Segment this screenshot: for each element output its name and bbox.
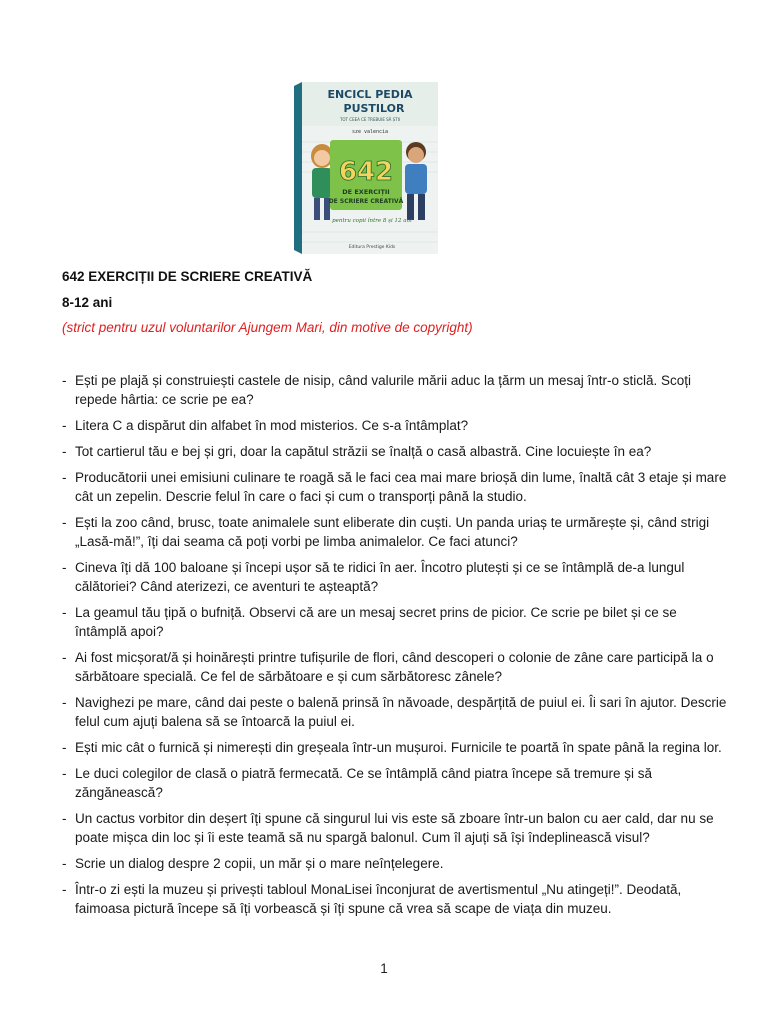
cover-subtitle-line1: DE EXERCIȚII bbox=[342, 188, 390, 196]
document-title: 642 EXERCIȚII DE SCRIERE CREATIVĂ bbox=[62, 269, 313, 284]
exercise-item: - Litera C a dispărut din alfabet în mod misterios. Ce s-a întâmplat? bbox=[62, 416, 732, 435]
exercise-item: - Ești la zoo când, brusc, toate animalele sunt eliberate din cuști. Un panda uriaș te urmărește și, când strigi „Lasă-mă!”, îți dai seama că poți vorbi pe limba animalelor. Ce faci atunci? bbox=[62, 513, 732, 551]
cover-number: 642 bbox=[338, 157, 394, 187]
exercise-item: - Tot cartierul tău e bej și gri, doar la capătul străzii se înalță o casă albastră. Cine locuiește în ea? bbox=[62, 442, 732, 461]
exercise-item: - Într-o zi ești la muzeu și privești tabloul MonaLisei înconjurat de avertismentul „Nu atingeți!”. Deodată, faimoasa pictură începe să îți vorbească și îți spune că vrea să scape de viața din muzeu. bbox=[62, 880, 732, 918]
cover-series-line1: ENCICL PEDIA bbox=[327, 88, 413, 101]
cover-age: pentru copii între 8 și 12 ani bbox=[332, 218, 412, 224]
exercise-item: - Ești pe plajă și construiești castele de nisip, când valurile mării aduc la țărm un mesaj într-o sticlă. Scoți repede hârtia: ce scrie pe ea? bbox=[62, 371, 732, 409]
exercise-item: - Un cactus vorbitor din deșert îți spune că singurul lui vis este să zboare într-un balon cu aer cald, dar nu se poate mișca din loc și îi este teamă să nu spargă balonul. Cum îl ajuți să își îndeplinească visul? bbox=[62, 809, 732, 847]
age-range: 8-12 ani bbox=[62, 295, 113, 310]
cover-series-line2: PUSTILOR bbox=[343, 102, 405, 115]
book-cover-image bbox=[292, 82, 438, 254]
exercise-item: - Cineva îți dă 100 baloane și începi ușor să te ridici în aer. Încotro plutești și ce se întâmplă de-a lungul călătoriei? Când aterizezi, ce aventuri te așteaptă? bbox=[62, 558, 732, 596]
copyright-note: (strict pentru uzul voluntarilor Ajungem Mari, din motive de copyright) bbox=[62, 320, 473, 335]
exercise-item: - Ești mic cât o furnică și nimerești din greșeala într-un mușuroi. Furnicile te poartă în spate până la regina lor. bbox=[62, 738, 732, 757]
exercise-item: - Ai fost micșorat/ă și hoinărești printre tufișurile de flori, când descoperi o colonie de zâne care participă la o sărbătoare specială. Ce fel de sărbătoare e și cum sărbătoresc zânele? bbox=[62, 648, 732, 686]
cover-subtitle-line2: DE SCRIERE CREATIVĂ bbox=[328, 198, 404, 205]
exercise-item: - Producătorii unei emisiuni culinare te roagă să le faci cea mai mare brioșă din lume, înaltă cât 3 etaje și mare cât un zepelin. Descrie felul în care o faci și cum o transporți până la studio. bbox=[62, 468, 732, 506]
exercise-item: - Navighezi pe mare, când dai peste o balenă prinsă în năvoade, despărțită de puiul ei. Îi sari în ajutor. Descrie felul cum ajuți balena să se întoarcă la puiul ei. bbox=[62, 693, 732, 731]
cover-author: sze valencia bbox=[351, 129, 389, 135]
exercise-item: - La geamul tău țipă o bufniță. Observi că are un mesaj secret prins de picior. Ce scrie pe bilet și ce se întâmplă apoi? bbox=[62, 603, 732, 641]
cover-publisher: Editura Prestige Kids bbox=[348, 245, 396, 250]
cover-tagline: TOT CEEA CE TREBUIE SĂ ȘTII bbox=[339, 117, 401, 122]
exercise-item: - Le duci colegilor de clasă o piatră fermecată. Ce se întâmplă când piatra începe să tremure și să zăngănească? bbox=[62, 764, 732, 802]
exercise-list bbox=[62, 371, 732, 925]
page-number: 1 bbox=[380, 961, 388, 976]
exercise-item: - Scrie un dialog despre 2 copii, un măr și o mare neînțelegere. bbox=[62, 854, 732, 873]
